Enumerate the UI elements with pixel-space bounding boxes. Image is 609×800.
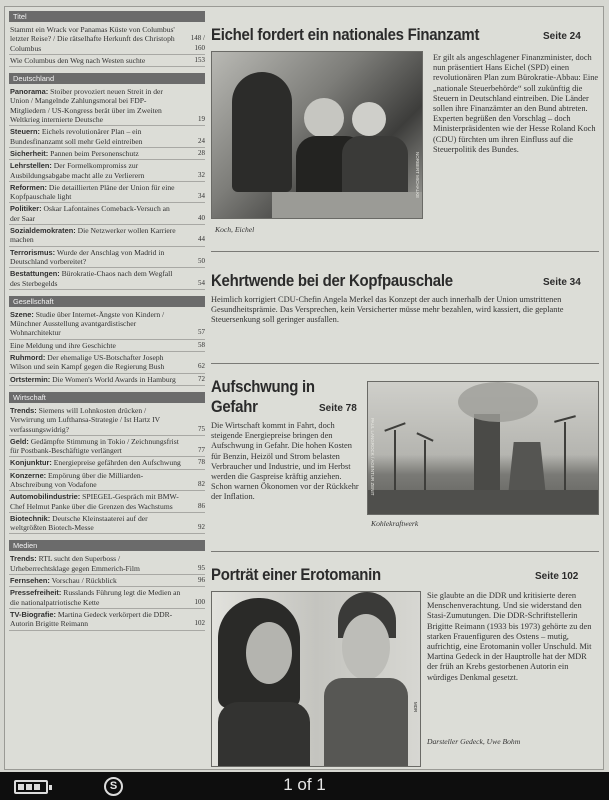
toc-entry-description: Die detaillierten Pläne der Union für eine Kopfpauschale light (10, 182, 175, 202)
article-aufschwung[interactable] (211, 369, 599, 545)
toc-entry[interactable] (9, 86, 205, 126)
toc-entry[interactable] (9, 182, 205, 204)
toc-entry[interactable] (9, 405, 205, 436)
toc-entry[interactable] (9, 225, 205, 247)
toc-entry-text (10, 514, 185, 533)
toc-entry[interactable] (9, 340, 205, 352)
toc-section-title: Medien (9, 540, 205, 551)
toc-entry-label: Panorama: (10, 87, 49, 97)
toc-entry-description: Deutsche Kleinstaaterei auf der weltgrößten Biotech-Messe (10, 513, 148, 533)
toc-entry[interactable] (9, 268, 205, 290)
toc-entry-description: Bürokratie-Chaos nach dem Wegfall des Sterbegelds (10, 269, 173, 288)
toc-entry[interactable] (9, 160, 205, 182)
toc-entry[interactable] (9, 609, 205, 631)
toc-entry-text (10, 56, 185, 65)
toc-section (9, 296, 205, 386)
article-finanzamt[interactable] (211, 11, 599, 249)
toc-entry-description: Stoiber provoziert neuen Streit in der Union / Mangelnde Zahlungsmoral bei FDP-Mitgliedern / US-Kongress berät über im Zweiten Weltkrieg internierte Deutsche (10, 87, 163, 125)
toc-entry-page: 24 (198, 136, 205, 145)
article-page-ref: Seite 24 (543, 31, 581, 42)
toc-entry-text (10, 183, 185, 202)
toc-entry-description: Der ehemalige US-Botschafter Joseph Wilson und sein Kampf gegen die Regierung Bush (10, 353, 165, 372)
toc-entry-label: Politiker: (10, 204, 42, 214)
toc-entry-text (10, 341, 185, 350)
toc-entry-description: Die Netzwerker wollen Karriere machen (10, 226, 176, 245)
toc-entry-page: 86 (198, 501, 205, 510)
toc-entry-description: Empörung über die Milliarden-Abschreibung von Vodafone (10, 470, 144, 489)
toc-entry-label: Biotechnik: (10, 513, 51, 523)
toc-entry[interactable] (9, 55, 205, 67)
toc-entry-page: 95 (198, 563, 205, 572)
toc-entry[interactable] (9, 436, 205, 458)
toc-entry-label: Sozialdemokraten: (10, 226, 76, 236)
toc-entry-description: Eichels revolutionärer Plan – ein Bundesfinanzamt soll mehr Geld eintreiben (10, 127, 143, 146)
toc-entry[interactable] (9, 491, 205, 513)
toc-entry-label: Konjunktur: (10, 458, 52, 468)
toc-entry-description: Der Formelkompromiss zur Ausbildungsabgabe macht alle zu Verlierern (10, 161, 145, 180)
toc-entry-page: 54 (198, 278, 205, 287)
toc-entry-page: 153 (194, 55, 205, 64)
toc-section-title: Titel (9, 11, 205, 22)
toc-entry-description: Russlands Führung legt die Medien an die nationalpatriotische Kette (10, 588, 181, 607)
toc-section (9, 392, 205, 535)
article-summary: Heimlich korrigiert CDU-Chefin Angela Merkel das Konzept der auch innerhalb der Union umstrittenen Gesundheitsprämie. Das Versprechen, kein Versicherter müsse mehr bezahlen, wird kassiert, die geplante Steuersenkung soll geringer ausfallen. (211, 295, 564, 325)
toc-entry-text (10, 226, 185, 245)
toc-entry-description: Eine Meldung und ihre Geschichte (10, 340, 116, 350)
toc-entry-text (10, 492, 185, 511)
toc-entry-text (10, 149, 185, 158)
toc-entry-description: Oskar Lafontaines Comeback-Versuch an der Saar (10, 204, 170, 223)
toc-entry-description: Wurde der Anschlag von Madrid in Deutschland vorbereitet? (10, 247, 165, 266)
toc-entry-description: Siemens will Lohnkosten drücken / Verwirrung um Lufthansa-Strategie / Ist Hartz IV verfassungswidrig? (10, 405, 161, 434)
toc-entry-text (10, 610, 185, 629)
article-page-ref: Seite 102 (535, 571, 579, 582)
toc-entry[interactable] (9, 148, 205, 160)
photo-caption: Kohlekraftwerk (371, 519, 419, 528)
toc-entry-label: Szene: (10, 309, 34, 319)
toc-entry-text (10, 406, 185, 434)
toc-entry-text (10, 87, 185, 124)
toc-entry-label: Fernsehen: (10, 576, 50, 586)
toc-entry-label: Trends: (10, 554, 37, 564)
toc-entry-text (10, 576, 185, 585)
toc-section (9, 73, 205, 290)
toc-section (9, 540, 205, 630)
toc-entry-label: Automobilindustrie: (10, 492, 81, 502)
toc-entry-text (10, 353, 185, 372)
toc-entry-description: Gedämpfte Stimmung in Tokio / Zeichnungsfrist für Postbank-Beschäftigte verlängert (10, 436, 179, 456)
toc-entry-page: 34 (198, 192, 205, 201)
toc-entry[interactable] (9, 587, 205, 609)
table-of-contents (9, 11, 205, 767)
toc-entry-page: 40 (198, 213, 205, 222)
toc-entry-label: Reformen: (10, 182, 47, 192)
toc-entry-page: 77 (198, 446, 205, 455)
photo-credit: NORBERT MICHALKE (415, 152, 420, 199)
toc-entry[interactable] (9, 470, 205, 492)
toc-entry-page: 57 (198, 328, 205, 337)
toc-entry[interactable] (9, 513, 205, 535)
article-kopfpauschale[interactable] (211, 261, 599, 343)
toc-section-title: Deutschland (9, 73, 205, 84)
toc-entry-page: 75 (198, 424, 205, 433)
toc-entry[interactable] (9, 374, 205, 386)
toc-entry[interactable] (9, 24, 205, 55)
toc-entry-page: 72 (198, 374, 205, 383)
toc-entry[interactable] (9, 352, 205, 374)
headline-line-2: Gefahr (211, 397, 258, 416)
toc-entry-page: 96 (198, 576, 205, 585)
toc-entry-text (10, 437, 185, 456)
toc-entry-description: Pannen beim Personenschutz (50, 148, 139, 158)
toc-entry-page: 102 (194, 619, 205, 628)
article-divider (211, 363, 599, 364)
toc-entry-text (10, 588, 185, 607)
toc-entry-page: 82 (198, 479, 205, 488)
article-summary: Die Wirtschaft kommt in Fahrt, doch steigende Energiepreise bringen den Aufschwung in Gefahr. Die hohen Kosten für Benzin, Heizöl und Strom belasten Verbraucher und Industrie, und im Herbst werden die Gaspreise kräftig anziehen. Schon warnen Ökonomen vor der Rückkehr der Inflation. (211, 421, 359, 502)
toc-entry-text (10, 458, 185, 467)
article-page-ref: Seite 34 (543, 277, 581, 288)
toc-entry-page: 50 (198, 256, 205, 265)
toc-entry-label: Lehrstellen: (10, 161, 52, 171)
sync-icon[interactable]: S (104, 777, 123, 796)
toc-entry[interactable] (9, 247, 205, 269)
toc-entry-text (10, 248, 185, 267)
toc-entry-page: 62 (198, 362, 205, 371)
photo-credit: MDR (413, 702, 418, 713)
toc-entry[interactable] (9, 309, 205, 340)
toc-entry-label: Bestattungen: (10, 269, 60, 279)
toc-entry-label: Pressefreiheit: (10, 588, 62, 598)
toc-entry-page: 28 (198, 148, 205, 157)
toc-entry-label: Trends: (10, 405, 37, 415)
toc-entry-label: Sicherheit: (10, 148, 49, 158)
toc-entry-text (10, 471, 185, 490)
toc-entry-page: 19 (198, 115, 205, 124)
toc-entry-description: Die Women's World Awards in Hamburg (52, 374, 176, 384)
toc-entry-description: Wie Columbus den Weg nach Westen suchte (10, 55, 146, 65)
magazine-page (4, 6, 604, 770)
article-divider (211, 251, 599, 252)
toc-entry-page: 32 (198, 170, 205, 179)
toc-entry-label: Steuern: (10, 127, 40, 137)
article-page-ref: Seite 78 (319, 403, 357, 414)
article-headline: Porträt einer Erotomanin (211, 565, 381, 584)
toc-entry-page: 100 (194, 597, 205, 606)
toc-entry-description: Stammt ein Wrack vor Panamas Küste von Columbus' letzter Reise? / Die rätselhafte Herkunft des Christoph Columbus (10, 25, 175, 53)
reader-status-bar (0, 772, 609, 800)
article-erotomanin[interactable] (211, 557, 599, 767)
toc-entry-description: SPIEGEL-Gespräch mit BMW-Chef Helmut Panke über die Grenzen des Wachstums (10, 492, 179, 511)
toc-entry-label: Geld: (10, 436, 29, 446)
toc-entry-text (10, 310, 185, 338)
photo-credit: PAUL LANGROCK / AGENTUR ZENIT (370, 418, 375, 496)
toc-entry-page: 148 / 160 (190, 34, 205, 52)
toc-section-title: Gesellschaft (9, 296, 205, 307)
toc-entry-text (10, 161, 185, 180)
toc-entry[interactable] (9, 457, 205, 469)
article-summary: Sie glaubte an die DDR und kritisierte deren Menschenverachtung. Und sie widerstand den Stasi-Zumutungen. Die DDR-Schriftstellerin Brigitte Reimann (1933 bis 1973) gehörte zu den starken Frauenfiguren des Ostens – mutig, aufrichtig, eine Erotomanin voller Unschuld. Mit Martina Gedeck in der Hauptrolle hat der MDR der früh an Krebs gestorbenen Autorin ein würdiges Denkmal gesetzt. (427, 591, 592, 682)
toc-entry-description: Vorschau / Rückblick (51, 576, 117, 586)
toc-entry-page: 92 (198, 523, 205, 532)
toc-entry-label: TV-Biografie: (10, 609, 56, 619)
toc-entry[interactable] (9, 553, 205, 575)
toc-entry-label: Ruhmord: (10, 353, 46, 363)
article-headline (211, 377, 315, 417)
toc-entry[interactable] (9, 203, 205, 225)
photo-gedeck-bohm (211, 591, 421, 767)
toc-entry-page: 58 (198, 340, 205, 349)
toc-entry-text (10, 375, 185, 384)
toc-entry-text (10, 204, 185, 223)
photo-kohlekraftwerk (367, 381, 599, 515)
toc-entry-label: Konzerne: (10, 470, 47, 480)
article-summary: Er gilt als angeschlagener Finanzminister, doch nun präsentiert Hans Eichel (SPD) einen revolutionären Plan zum Bürokratie-Abbau: Eine „nationale Steuerbehörde“ soll zukünftig die Steuern in Deutschland eintreiben. Die Länder sollen ihre Finanzämter an den Bund abtreten. Experten begrüßen den Vorschlag – doch Ministerpräsidenten wie der Hesse Roland Koch (CDU) fürchten um ihren Einfluss auf die Steuerpolitik des Bundes. (433, 53, 599, 154)
article-headline: Eichel fordert ein nationales Finanzamt (211, 25, 480, 44)
toc-entry-label: Ortstermin: (10, 374, 51, 384)
toc-entry-description: RTL sucht den Superboss / Urheberrechtsklage gegen Emmerich-Film (10, 554, 140, 573)
toc-entry-description: Martina Gedeck verkörpert die DDR-Autorin Brigitte Reimann (10, 609, 173, 629)
photo-caption: Darsteller Gedeck, Uwe Bohm (427, 737, 521, 746)
toc-entry[interactable] (9, 575, 205, 587)
article-divider (211, 551, 599, 552)
toc-entry-text (10, 554, 185, 573)
toc-entry-page: 44 (198, 235, 205, 244)
toc-entry-description: Studie über Internet-Ängste von Kindern / Münchner Ausstellung avantgardistischer Wohnarchitektur (10, 309, 165, 338)
toc-entry-text (10, 127, 185, 146)
featured-articles (211, 11, 601, 767)
toc-section-title: Wirtschaft (9, 392, 205, 403)
toc-section (9, 11, 205, 67)
toc-entry-description: Energiepreise gefährden den Aufschwung (53, 458, 181, 468)
photo-caption: Koch, Eichel (215, 225, 255, 234)
toc-entry-text (10, 269, 185, 288)
toc-entry[interactable] (9, 126, 205, 148)
toc-entry-text (10, 25, 185, 53)
photo-koch-eichel (211, 51, 423, 219)
headline-line-1: Aufschwung in (211, 377, 315, 396)
toc-entry-page: 78 (198, 458, 205, 467)
page-indicator: 1 of 1 (283, 775, 326, 794)
article-headline: Kehrtwende bei der Kopfpauschale (211, 271, 453, 290)
toc-entry-label: Terrorismus: (10, 247, 56, 257)
